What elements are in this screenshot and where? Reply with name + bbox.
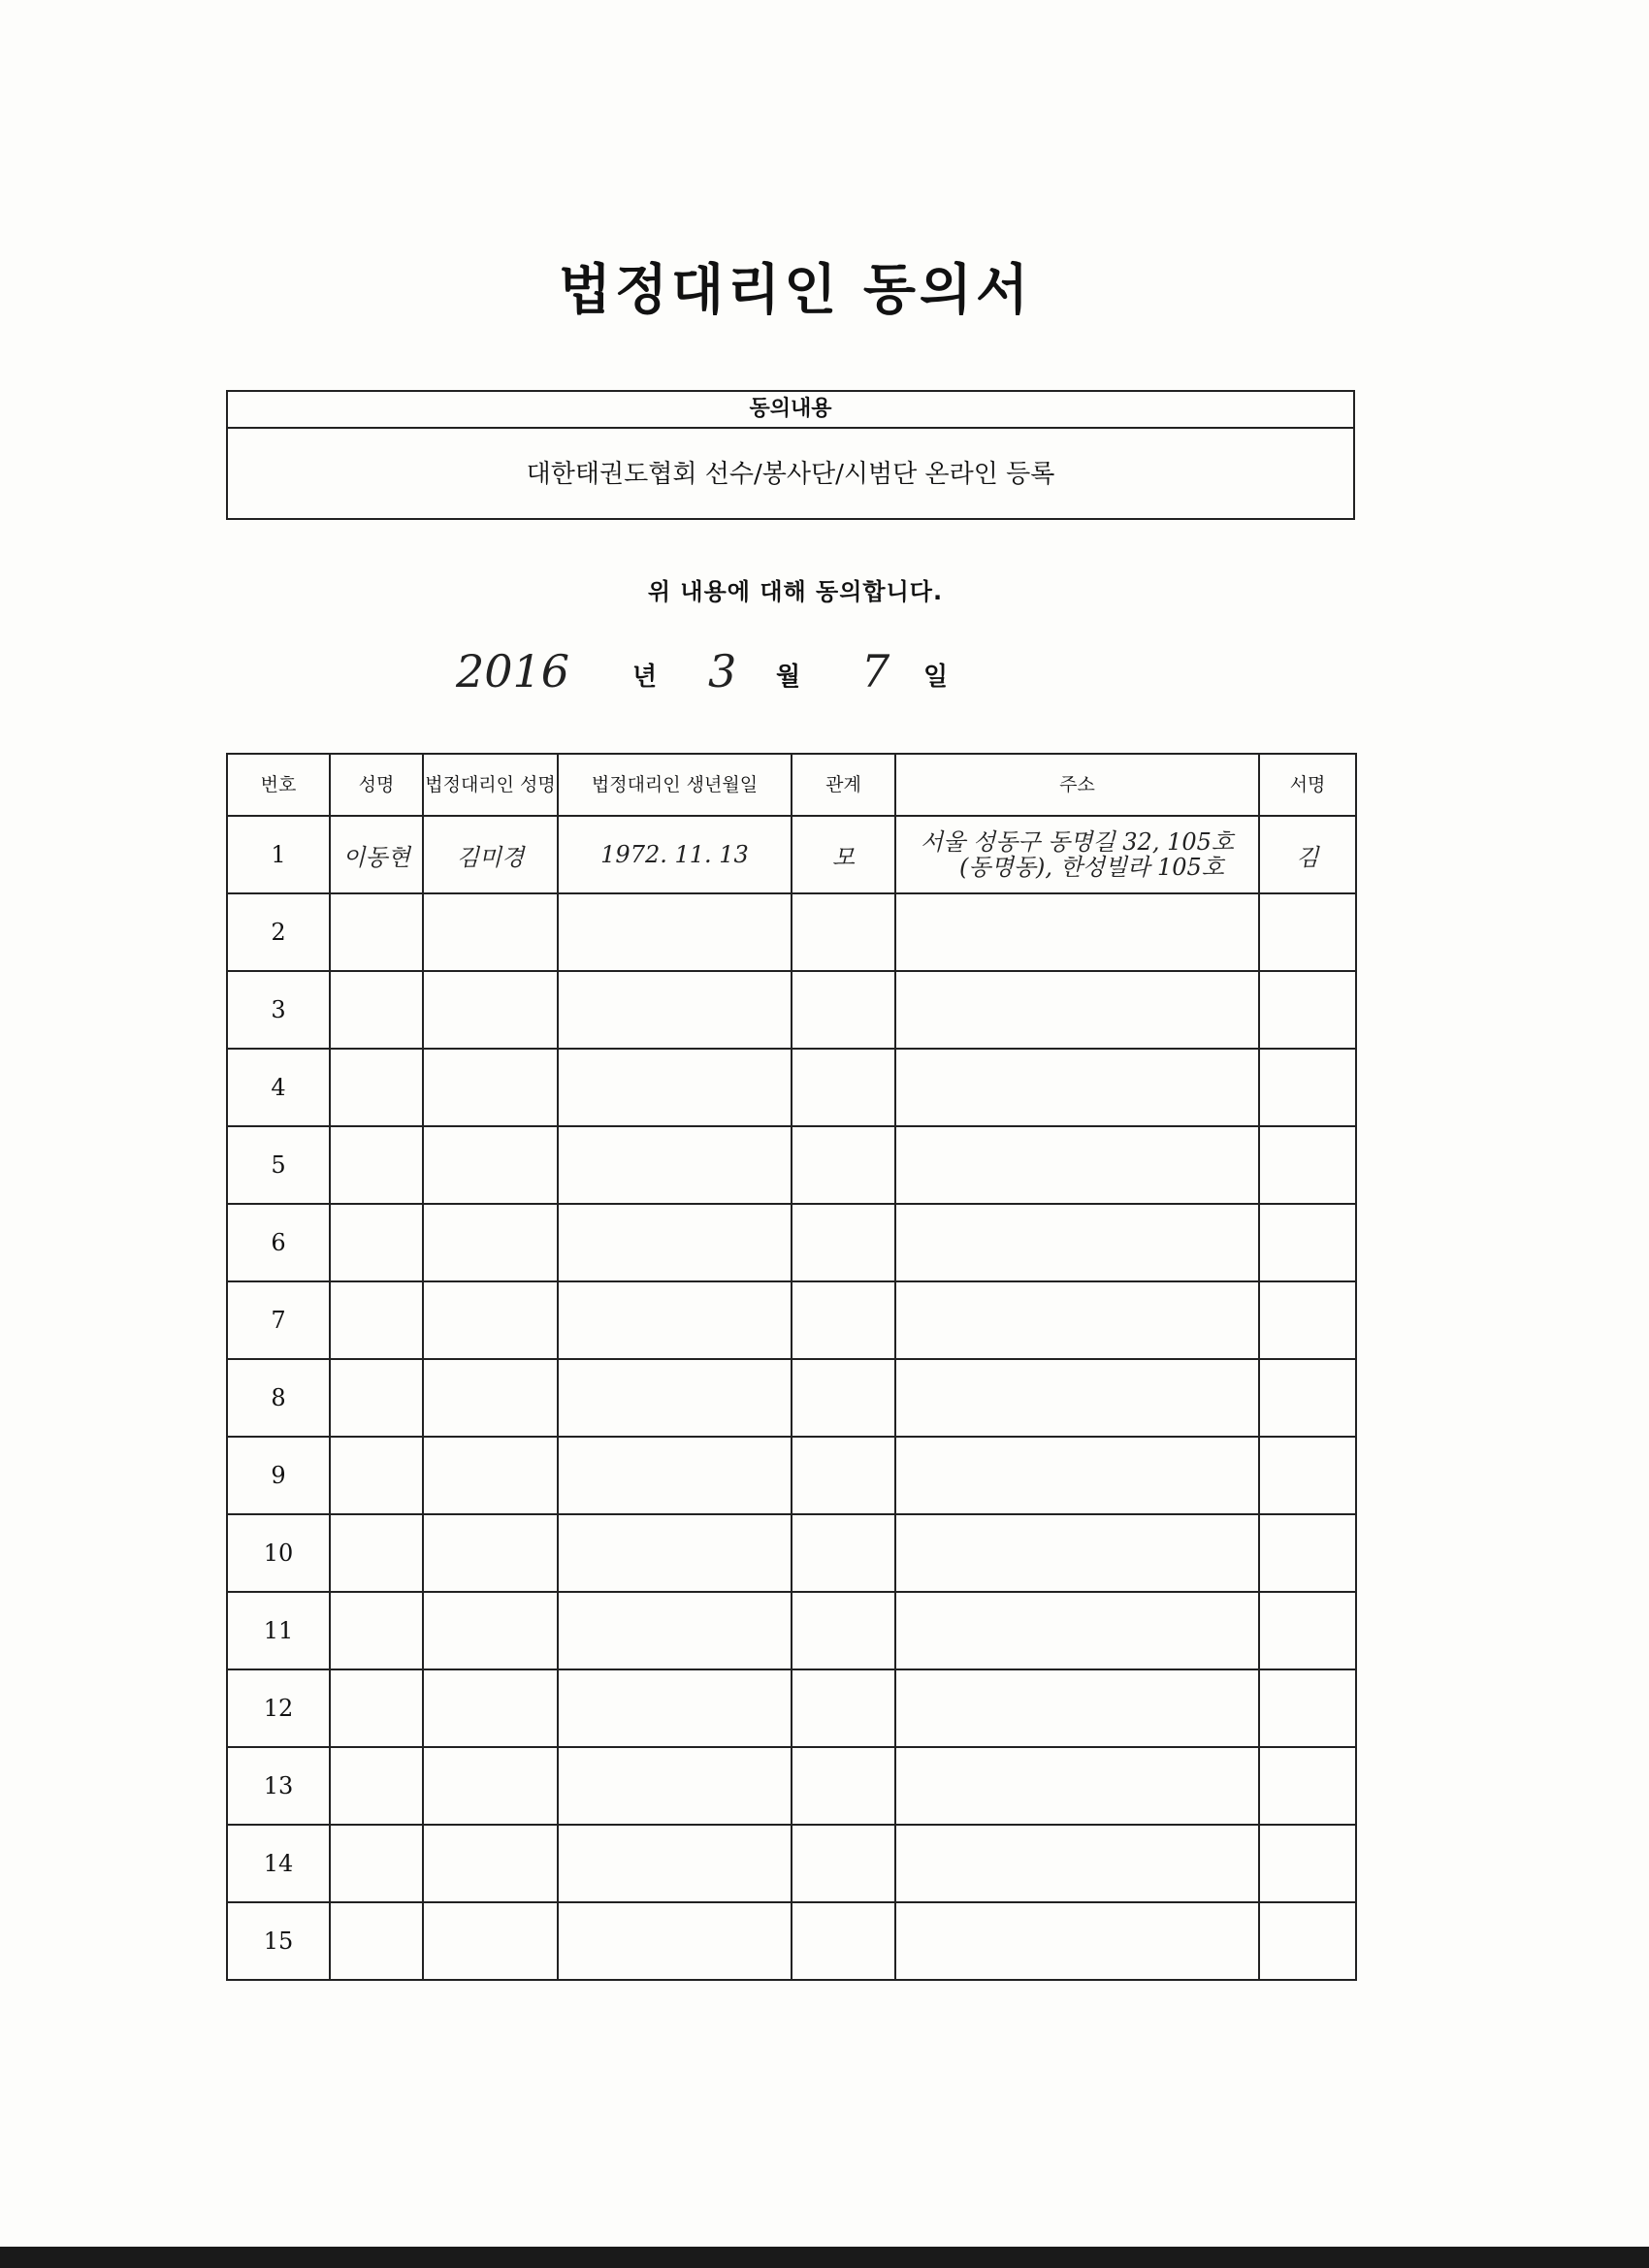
cell-guardian-name bbox=[423, 1049, 558, 1126]
consent-box bbox=[226, 390, 1355, 520]
cell-signature bbox=[1259, 1902, 1356, 1980]
consent-body: 대한태권도협회 선수/봉사단/시범단 온라인 등록 bbox=[526, 460, 1055, 489]
cell-guardian-birth bbox=[558, 1204, 792, 1281]
table-row bbox=[227, 1049, 1356, 1126]
cell-relation bbox=[792, 1669, 895, 1747]
address-line-2: (동명동), 한성빌라 105호 bbox=[959, 854, 1224, 881]
cell-address bbox=[895, 1437, 1259, 1514]
cell-guardian-name bbox=[423, 1281, 558, 1359]
date-day-unit: 일 bbox=[923, 663, 949, 692]
table-row bbox=[227, 816, 1356, 893]
cell-guardian-birth bbox=[558, 1902, 792, 1980]
cell-name bbox=[330, 1437, 423, 1514]
cell-signature bbox=[1259, 1825, 1356, 1902]
cell-signature bbox=[1259, 971, 1356, 1049]
cell-name bbox=[330, 1825, 423, 1902]
cell-no: 8 bbox=[227, 1359, 330, 1437]
cell-relation bbox=[792, 1902, 895, 1980]
cell-name bbox=[330, 893, 423, 971]
cell-name bbox=[330, 1049, 423, 1126]
cell-guardian-name bbox=[423, 1669, 558, 1747]
date-year: 2016 bbox=[456, 645, 570, 697]
cell-guardian-name bbox=[423, 1902, 558, 1980]
cell-signature bbox=[1259, 893, 1356, 971]
cell-guardian-birth bbox=[558, 893, 792, 971]
table-row bbox=[227, 1669, 1356, 1747]
cell-no: 7 bbox=[227, 1281, 330, 1359]
cell-address bbox=[895, 1902, 1259, 1980]
table-row bbox=[227, 1437, 1356, 1514]
cell-name bbox=[330, 1902, 423, 1980]
cell-address bbox=[895, 1204, 1259, 1281]
cell-guardian-name bbox=[423, 1747, 558, 1825]
cell-relation bbox=[792, 1747, 895, 1825]
cell-name: 이동현 bbox=[330, 816, 423, 893]
cell-no: 10 bbox=[227, 1514, 330, 1592]
cell-signature bbox=[1259, 1281, 1356, 1359]
cell-no: 2 bbox=[227, 893, 330, 971]
cell-relation bbox=[792, 1049, 895, 1126]
cell-address bbox=[895, 1747, 1259, 1825]
consent-header: 동의내용 bbox=[228, 392, 1353, 429]
table-row bbox=[227, 1747, 1356, 1825]
cell-signature bbox=[1259, 1126, 1356, 1204]
cell-address bbox=[895, 1825, 1259, 1902]
cell-relation bbox=[792, 893, 895, 971]
cell-relation bbox=[792, 1592, 895, 1669]
table-row bbox=[227, 1514, 1356, 1592]
header-no: 번호 bbox=[227, 754, 330, 816]
cell-address bbox=[895, 1592, 1259, 1669]
cell-name bbox=[330, 1747, 423, 1825]
cell-address bbox=[895, 1126, 1259, 1204]
table-row bbox=[227, 1902, 1356, 1980]
cell-name bbox=[330, 1126, 423, 1204]
cell-relation bbox=[792, 1437, 895, 1514]
table-row bbox=[227, 971, 1356, 1049]
scan-edge bbox=[0, 2247, 1649, 2268]
table-row bbox=[227, 893, 1356, 971]
cell-guardian-name bbox=[423, 971, 558, 1049]
cell-no: 1 bbox=[227, 816, 330, 893]
cell-address bbox=[895, 1049, 1259, 1126]
cell-signature bbox=[1259, 1359, 1356, 1437]
cell-no: 12 bbox=[227, 1669, 330, 1747]
date-month-unit: 월 bbox=[776, 663, 801, 692]
cell-relation bbox=[792, 1281, 895, 1359]
cell-address bbox=[895, 1514, 1259, 1592]
cell-no: 6 bbox=[227, 1204, 330, 1281]
cell-name bbox=[330, 1359, 423, 1437]
cell-relation bbox=[792, 1514, 895, 1592]
cell-name bbox=[330, 1204, 423, 1281]
cell-relation bbox=[792, 1825, 895, 1902]
cell-guardian-birth bbox=[558, 1747, 792, 1825]
cell-guardian-name bbox=[423, 1437, 558, 1514]
table-row bbox=[227, 1281, 1356, 1359]
cell-guardian-birth bbox=[558, 1669, 792, 1747]
cell-no: 11 bbox=[227, 1592, 330, 1669]
cell-signature bbox=[1259, 1747, 1356, 1825]
cell-address bbox=[895, 1359, 1259, 1437]
cell-address bbox=[895, 816, 1259, 893]
date-year-unit: 년 bbox=[632, 663, 658, 692]
header-relation: 관계 bbox=[792, 754, 895, 816]
date-month: 3 bbox=[708, 645, 737, 697]
header-guardian-name: 법정대리인 성명 bbox=[423, 754, 558, 816]
cell-address bbox=[895, 971, 1259, 1049]
cell-signature bbox=[1259, 1592, 1356, 1669]
cell-guardian-name bbox=[423, 1592, 558, 1669]
cell-name bbox=[330, 971, 423, 1049]
cell-guardian-birth bbox=[558, 1514, 792, 1592]
address-line-1: 서울 성동구 동명길 32, 105호 bbox=[920, 828, 1235, 856]
cell-guardian-name bbox=[423, 893, 558, 971]
table-row bbox=[227, 1825, 1356, 1902]
cell-no: 9 bbox=[227, 1437, 330, 1514]
cell-relation bbox=[792, 1204, 895, 1281]
cell-guardian-birth bbox=[558, 971, 792, 1049]
header-name: 성명 bbox=[330, 754, 423, 816]
cell-guardian-name bbox=[423, 1825, 558, 1902]
cell-guardian-birth bbox=[558, 1592, 792, 1669]
cell-address bbox=[895, 1281, 1259, 1359]
cell-guardian-birth bbox=[558, 1825, 792, 1902]
guardian-table bbox=[226, 753, 1357, 1981]
cell-address bbox=[895, 1669, 1259, 1747]
cell-guardian-name bbox=[423, 1514, 558, 1592]
cell-guardian-birth bbox=[558, 1281, 792, 1359]
cell-signature: 김 bbox=[1259, 816, 1356, 893]
cell-signature bbox=[1259, 1204, 1356, 1281]
cell-relation: 모 bbox=[792, 816, 895, 893]
cell-no: 14 bbox=[227, 1825, 330, 1902]
cell-signature bbox=[1259, 1514, 1356, 1592]
header-signature: 서명 bbox=[1259, 754, 1356, 816]
date-day: 7 bbox=[861, 645, 890, 697]
cell-no: 13 bbox=[227, 1747, 330, 1825]
cell-guardian-name: 김미경 bbox=[423, 816, 558, 893]
cell-relation bbox=[792, 1126, 895, 1204]
cell-guardian-birth bbox=[558, 1049, 792, 1126]
date-line bbox=[0, 645, 1591, 703]
cell-signature bbox=[1259, 1437, 1356, 1514]
cell-no: 4 bbox=[227, 1049, 330, 1126]
table-row bbox=[227, 1204, 1356, 1281]
cell-name bbox=[330, 1281, 423, 1359]
cell-no: 5 bbox=[227, 1126, 330, 1204]
cell-guardian-birth bbox=[558, 1359, 792, 1437]
cell-guardian-birth bbox=[558, 1126, 792, 1204]
header-guardian-birth: 법정대리인 생년월일 bbox=[558, 754, 792, 816]
cell-name bbox=[330, 1592, 423, 1669]
cell-relation bbox=[792, 971, 895, 1049]
table-header-row bbox=[227, 754, 1356, 816]
cell-name bbox=[330, 1514, 423, 1592]
cell-guardian-birth: 1972. 11. 13 bbox=[558, 816, 792, 893]
cell-guardian-birth bbox=[558, 1437, 792, 1514]
document-title: 법정대리인 동의서 bbox=[558, 258, 1033, 322]
cell-no: 15 bbox=[227, 1902, 330, 1980]
cell-guardian-name bbox=[423, 1359, 558, 1437]
table-row bbox=[227, 1126, 1356, 1204]
table-row bbox=[227, 1592, 1356, 1669]
table-row bbox=[227, 1359, 1356, 1437]
cell-relation bbox=[792, 1359, 895, 1437]
cell-signature bbox=[1259, 1669, 1356, 1747]
header-address: 주소 bbox=[895, 754, 1259, 816]
cell-address bbox=[895, 893, 1259, 971]
agreement-statement: 위 내용에 대해 동의합니다. bbox=[647, 578, 944, 605]
cell-guardian-name bbox=[423, 1126, 558, 1204]
cell-name bbox=[330, 1669, 423, 1747]
cell-no: 3 bbox=[227, 971, 330, 1049]
cell-guardian-name bbox=[423, 1204, 558, 1281]
cell-signature bbox=[1259, 1049, 1356, 1126]
